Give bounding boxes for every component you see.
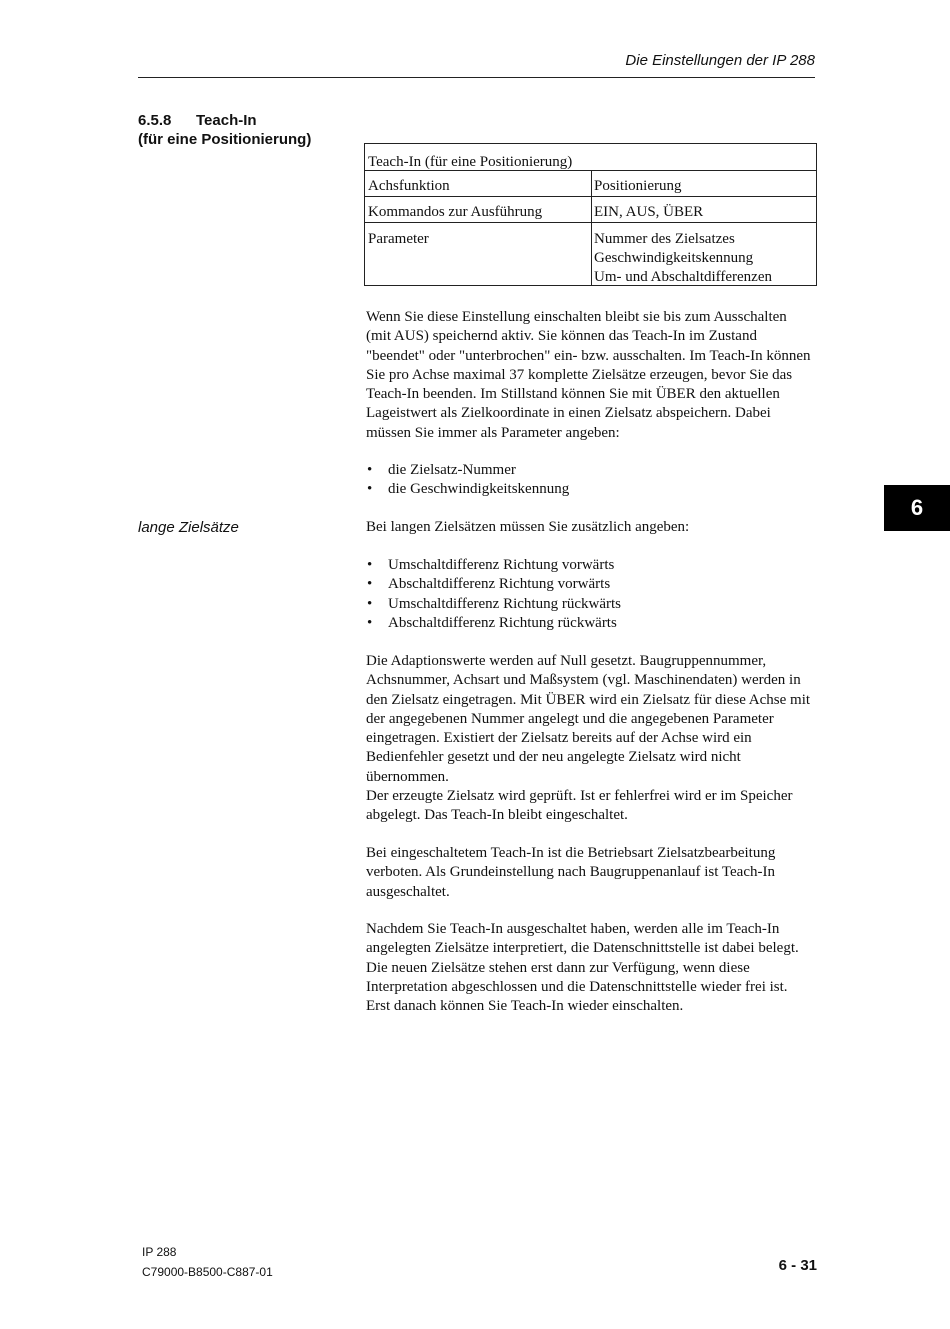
list-item: • Umschaltdifferenz Richtung vorwärts — [366, 556, 815, 575]
section-title: Teach-In — [196, 112, 257, 129]
bullet-list-long — [366, 556, 815, 633]
table-row — [365, 171, 816, 197]
long-targets-intro: Bei langen Zielsätzen müssen Sie zusätzlich angeben: — [366, 519, 690, 535]
footer-product: IP 288 — [142, 1245, 177, 1259]
section-heading — [138, 111, 311, 149]
list-item: • die Geschwindigkeitskennung — [366, 480, 815, 499]
list-item: • Abschaltdifferenz Richtung rückwärts — [366, 614, 815, 633]
check-paragraph: Der erzeugte Zielsatz wird geprüft. Ist er fehlerfrei wird er im Speicher abgelegt. Das Teach-In bleibt eingeschaltet. — [366, 788, 793, 824]
long-targets-intro-block — [366, 518, 815, 537]
table-cell-label: Parameter — [365, 223, 592, 285]
teach-in-table — [364, 143, 817, 286]
table-cell-label: Achsfunktion — [365, 171, 592, 196]
footer-info — [142, 1242, 273, 1282]
page-number: 6 - 31 — [778, 1257, 817, 1274]
table-cell-label: Kommandos zur Ausführung — [365, 197, 592, 222]
parameter-line: Nummer des Zielsatzes — [594, 231, 735, 247]
running-header: Die Einstellungen der IP 288 — [625, 52, 815, 69]
table-row — [365, 197, 816, 223]
intro-paragraph-block — [366, 308, 815, 443]
bullet-list-basic — [366, 461, 815, 500]
table-cell-value: EIN, AUS, ÜBER — [594, 204, 704, 220]
adaption-paragraph: Die Adaptionswerte werden auf Null gesetzt. Baugruppennummer, Achsnummer, Achsart und Maßsystem (vgl. Maschinendaten) werden in den Zielsatz eingetragen. Mit ÜBER wird ein Zielsatz für diese Achse mit der angegebenen Nummer angelegt und die angegebenen Parameter eingetragen. Existiert der Zielsatz bereits auf der Achse wird ein Bedienfehler gesetzt und der neu angelegte Zielsatz wird nicht übernommen. — [366, 653, 811, 785]
intro-paragraph: Wenn Sie diese Einstellung einschalten bleibt sie bis zum Ausschalten (mit AUS) speichernd aktiv. Sie können das Teach-In im Zustand "beendet" oder "unterbrochen" ein- bzw. ausschalten. Im Teach-In können Sie pro Achse maximal 37 komplette Zielsätze erzeugen, bevor Sie das Teach-In beenden. Im Stillstand können Sie mit ÜBER den aktuellen Lageistwert als Zielkoordinate in einen Zielsatz abspeichern. Dabei müssen Sie immer als Parameter angeben: — [366, 309, 811, 441]
list-item: • Abschaltdifferenz Richtung vorwärts — [366, 575, 815, 594]
table-cell-value — [592, 223, 816, 285]
chapter-tab: 6 — [884, 485, 950, 531]
off-paragraph-block — [366, 920, 815, 1016]
list-item: • die Zielsatz-Nummer — [366, 461, 815, 480]
parameter-line: Um- und Abschaltdifferenzen — [594, 269, 773, 285]
adaption-paragraph-block — [366, 652, 815, 826]
table-cell-value: Positionierung — [594, 178, 682, 194]
mode-paragraph-block — [366, 844, 815, 902]
section-number: 6.5.8 — [138, 112, 172, 129]
table-row — [365, 223, 816, 285]
section-subtitle: (für eine Positionierung) — [138, 131, 312, 148]
table-title: Teach-In (für eine Positionierung) — [365, 144, 816, 171]
list-item: • Umschaltdifferenz Richtung rückwärts — [366, 595, 815, 614]
margin-note: lange Zielsätze — [138, 519, 239, 536]
parameter-line: Geschwindigkeitskennung — [594, 250, 754, 266]
footer-order-number: C79000-B8500-C887-01 — [142, 1265, 273, 1279]
mode-paragraph: Bei eingeschaltetem Teach-In ist die Betriebsart Zielsatzbearbeitung verboten. Als Grundeinstellung nach Baugruppenanlauf ist Teach-In ausgeschaltet. — [366, 845, 776, 900]
off-paragraph: Nachdem Sie Teach-In ausgeschaltet haben, werden alle im Teach-In angelegten Zielsätze interpretiert, die Datenschnittstelle ist dabei belegt. Die neuen Zielsätze stehen erst dann zur Verfügung, wenn diese Interpretation abgeschlossen und die Datenschnittstelle wieder frei ist. Erst danach können Sie Teach-In wieder einschalten. — [366, 921, 799, 1015]
header-rule — [138, 77, 815, 78]
